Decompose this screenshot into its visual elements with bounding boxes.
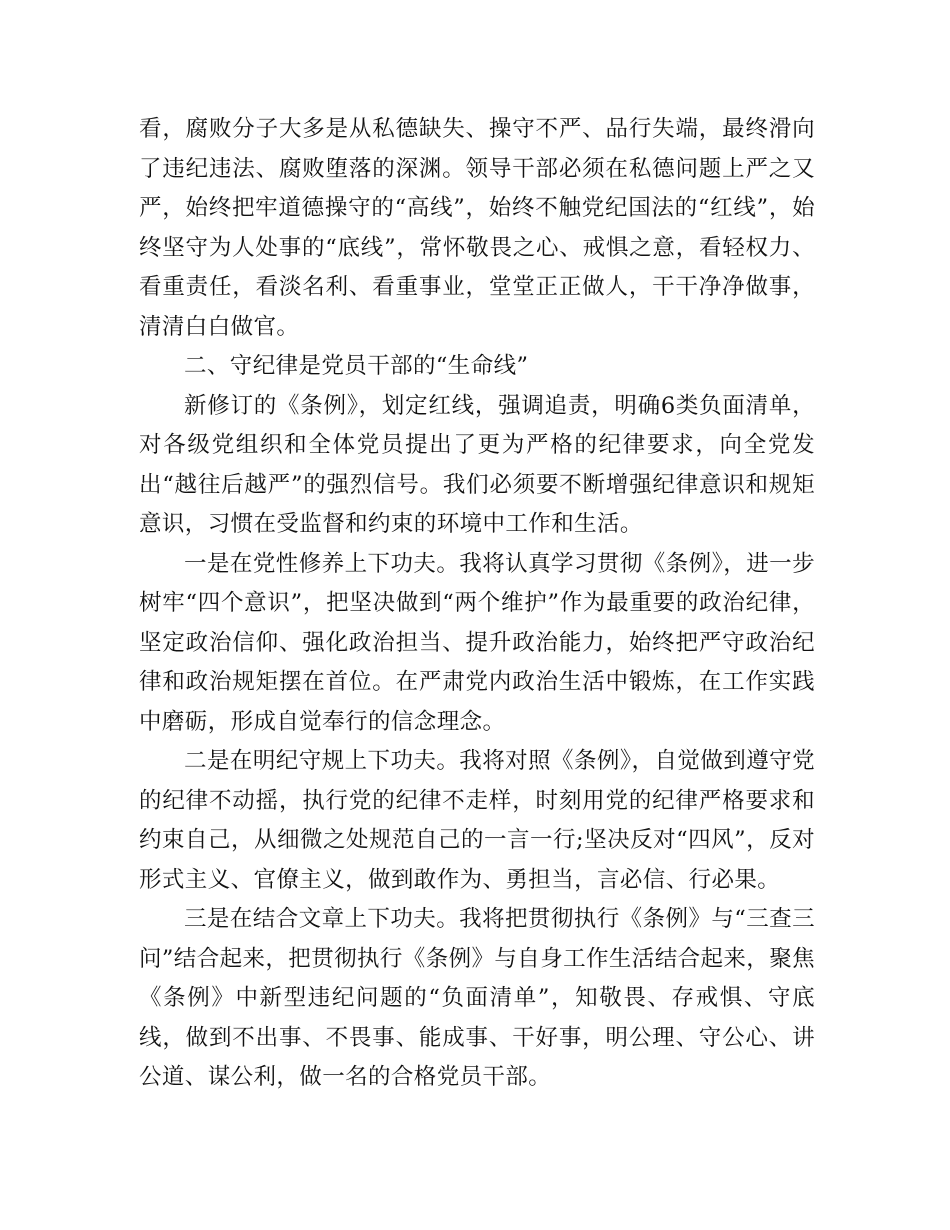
paragraph-continuation: 看，腐败分子大多是从私德缺失、操守不严、品行失端，最终滑向了违纪违法、腐败堕落的深渊。领导干部必须在私德问题上严之又严，始终把牢道德操守的“高线”，始终不触党纪国法的“红线”，始终坚守为人处事的“底线”，常怀敬畏之心、戒惧之意，看轻权力、看重责任，看淡名利、看重事业，堂堂正正做人，干干净净做事，清清白白做官。	[139, 116, 815, 340]
document-body	[139, 110, 815, 1098]
paragraph-regulation: 新修订的《条例》，划定红线，强调追责，明确6类负面清单，对各级党组织和全体党员提出了更为严格的纪律要求，向全党发出“越往后越严”的强烈信号。我们必须要不断增强纪律意识和规矩意识，习惯在受监督和约束的环境中工作和生活。	[139, 392, 815, 537]
paragraph-point-three: 三是在结合文章上下功夫。我将把贯彻执行《条例》与“三查三问”结合起来，把贯彻执行《条例》与自身工作生活结合起来，聚焦《条例》中新型违纪问题的“负面清单”，知敬畏、存戒惧、守底线，做到不出事、不畏事、能成事、干好事，明公理、守公心、讲公道、谋公利，做一名的合格党员干部。	[139, 906, 816, 1090]
paragraph-point-two: 二是在明纪守规上下功夫。我将对照《条例》，自觉做到遵守党的纪律不动摇，执行党的纪律不走样，时刻用党的纪律严格要求和约束自己，从细微之处规范自己的一言一行;坚决反对“四风”，反对形式主义、官僚主义，做到敢作为、勇担当，言必信、行必果。	[139, 748, 815, 893]
section-heading: 二、守纪律是党员干部的“生命线”	[184, 353, 529, 379]
paragraph-point-one: 一是在党性修养上下功夫。我将认真学习贯彻《条例》，进一步树牢“四个意识”，把坚决做到“两个维护”作为最重要的政治纪律，坚定政治信仰、强化政治担当、提升政治能力，始终把严守政治纪律和政治规矩摆在首位。在严肃党内政治生活中锻炼，在工作实践中磨砺，形成自觉奉行的信念理念。	[139, 550, 815, 735]
